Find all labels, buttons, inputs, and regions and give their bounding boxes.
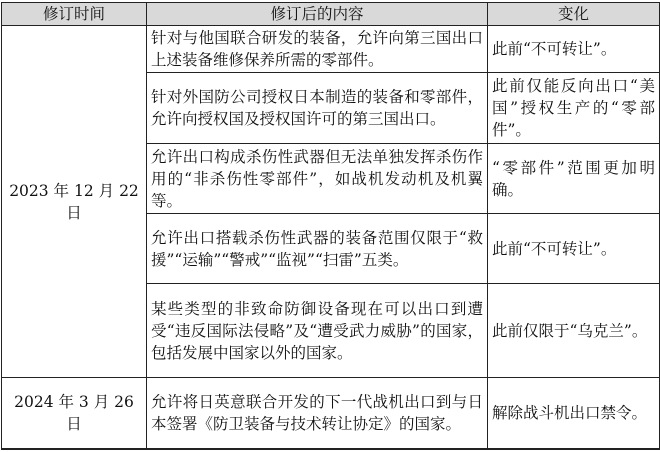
change-cell: “零部件”范围更加明确。: [488, 144, 660, 214]
content-cell: 允许出口搭载杀伤性武器的装备范围仅限于“救援”“运输”“警戒”“监视”“扫雷”五类。: [147, 214, 488, 284]
change-cell: 此前仅限于“乌克兰”。: [488, 284, 660, 378]
change-cell: 解除战斗机出口禁令。: [488, 378, 660, 449]
change-cell: 此前仅能反向出口“美国”授权生产的“零部件”。: [488, 73, 660, 144]
date-cell: 2023 年 12 月 22 日: [2, 26, 147, 378]
header-time: 修订时间: [2, 3, 147, 26]
change-cell: 此前“不可转让”。: [488, 26, 660, 73]
header-content: 修订后的内容: [147, 3, 488, 26]
content-cell: 允许将日英意联合开发的下一代战机出口到与日本签署《防卫装备与技术转让协定》的国家。: [147, 378, 488, 449]
revision-table: [1, 2, 660, 450]
date-cell: 2024 年 3 月 26 日: [2, 378, 147, 449]
content-cell: 针对外国防公司授权日本制造的装备和零部件，允许向授权国及授权国许可的第三国出口。: [147, 73, 488, 144]
content-cell: 某些类型的非致命防御设备现在可以出口到遭受“违反国际法侵略”及“遭受武力威胁”的国家，包括发展中国家以外的国家。: [147, 284, 488, 378]
table-header-row: [2, 3, 660, 26]
header-change: 变化: [488, 3, 660, 26]
change-cell: 此前“不可转让”。: [488, 214, 660, 284]
content-cell: 允许出口构成杀伤性武器但无法单独发挥杀伤作用的“非杀伤性零部件”，如战机发动机及机翼等。: [147, 144, 488, 214]
content-cell: 针对与他国联合研发的装备，允许向第三国出口上述装备维修保养所需的零部件。: [147, 26, 488, 73]
table-row: [2, 26, 660, 73]
table-row: [2, 378, 660, 449]
